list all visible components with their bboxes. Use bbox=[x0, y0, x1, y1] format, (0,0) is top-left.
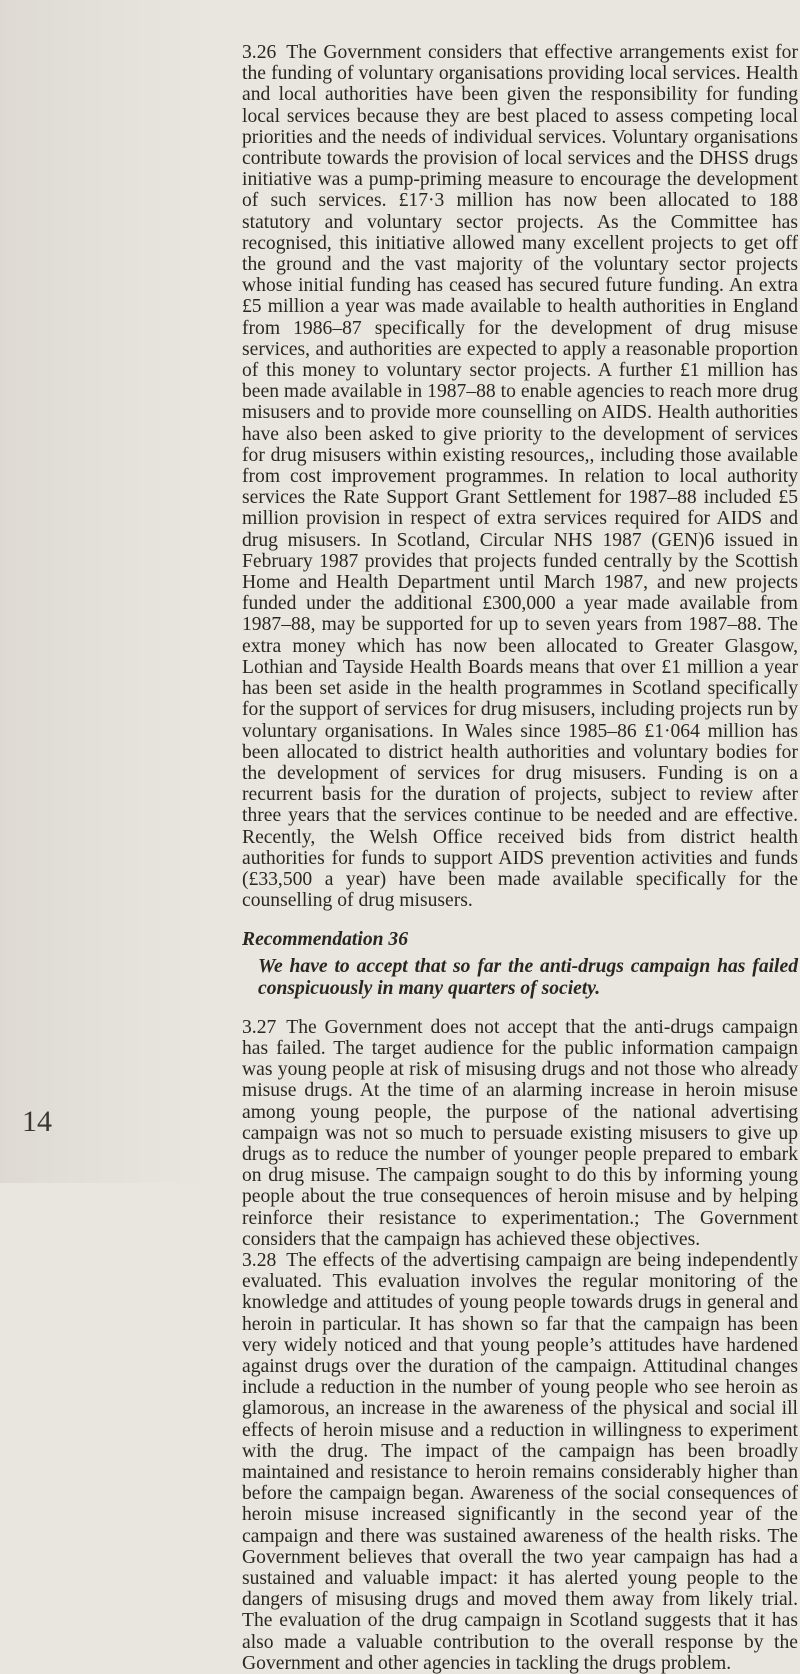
page-number: 14 bbox=[22, 1105, 52, 1138]
recommendation-text: We have to accept that so far the anti-drugs campaign has failed conspicuously in many quarters of society. bbox=[258, 956, 798, 999]
paragraph-3-28 bbox=[242, 1250, 798, 1674]
paragraph-text: The Government considers that effective arrangements exist for the funding of voluntary organisations providing local services. Health and local authorities have been given the responsibility for funding local services because they are best placed to assess competing local priorities and the needs of individual services. Voluntary organisations contribute towards the provision of local services and the DHSS drugs initiative was a pump-priming measure to encourage the development of such services. £17·3 million has now been allocated to 188 statutory and voluntary sector projects. As the Committee has recognised, this initiative allowed many excellent projects to get off the ground and the vast majority of the voluntary sector projects whose initial funding has ceased has secured future funding. An extra £5 million a year was made available to health authorities in England from 1986–87 specifically for the development of drug misuse services, and authorities are expected to apply a reasonable proportion of this money to voluntary sector projects. A further £1 million has been made available in 1987–88 to enable agencies to reach more drug misusers and to provide more counselling on AIDS. Health authorities have also been asked to give priority to the development of services for drug misusers within existing resources,, including those available from cost improvement programmes. In relation to local authority services the Rate Support Grant Settlement for 1987–88 included £5 million provision in respect of extra services required for AIDS and drug misusers. In Scotland, Circular NHS 1987 (GEN)6 issued in February 1987 provides that projects funded centrally by the Scottish Home and Health Department until March 1987, and new projects funded under the additional £300,000 a year made available from 1987–88, may be supported for up to seven years from 1987–88. The extra money which has now been allocated to Greater Glasgow, Lothian and Tayside Health Boards means that over £1 million a year has been set aside in the health programmes in Scotland specifically for the support of services for drug misusers, including projects run by voluntary organisations. In Wales since 1985–86 £1·064 million has been allocated to district health authorities and voluntary bodies for the development of services for drug misusers. Funding is on a recurrent basis for the duration of projects, subject to review after three years that the services continue to be needed and are effective. Recently, the Welsh Office received bids from district health authorities for funds to support AIDS prevention activities and funds (£33,500 a year) have been made available specifically for the counselling of drug misusers. bbox=[242, 42, 798, 912]
paragraph-text: The Government does not accept that the anti-drugs campaign has failed. The target audience for the public information campaign was young people at risk of misusing drugs and not those who already misuse drugs. At the time of an alarming increase in heroin misuse among young people, the purpose of the national advertising campaign was not so much to persuade existing misusers to give up drugs as to reduce the number of younger people prepared to embark on drug misuse. The campaign sought to do this by informing young people about the true consequences of heroin misuse and by helping reinforce their resistance to experimentation.; The Government considers that the campaign has achieved these objectives. bbox=[242, 1016, 798, 1250]
document-body bbox=[242, 42, 798, 1674]
paragraph-number: 3.27 bbox=[242, 1016, 277, 1038]
facing-page-bleed bbox=[0, 0, 215, 1183]
paragraph-number: 3.26 bbox=[242, 42, 277, 63]
paragraph-3-27 bbox=[242, 1017, 798, 1250]
paragraph-number: 3.28 bbox=[242, 1249, 277, 1271]
paragraph-text: The effects of the advertising campaign are being independently evaluated. This evaluation involves the regular monitoring of the knowledge and attitudes of young people towards drugs in general and heroin in particular. It has shown so far that the campaign has been very widely noticed and that young people’s attitudes have hardened against drugs over the duration of the campaign. Attitudinal changes include a reduction in the number of young people who see heroin as glamorous, an increase in the awareness of the physical and social ill effects of heroin misuse and a reduction in willingness to experiment with the drug. The impact of the campaign has been broadly maintained and resistance to heroin remains considerably higher than before the campaign began. Awareness of the social consequences of heroin misuse increased significantly in the second year of the campaign and there was sustained awareness of the health risks. The Government believes that overall the two year campaign has had a sustained and valuable impact: it has alerted young people to the dangers of misusing drugs and moved them away from likely trial. The evaluation of the drug campaign in Scotland suggests that it has also made a valuable contribution to the overall response by the Government and other agencies in tackling the drugs problem. bbox=[242, 1249, 798, 1674]
recommendation-heading: Recommendation 36 bbox=[242, 929, 409, 951]
paragraph-3-26 bbox=[242, 42, 798, 911]
